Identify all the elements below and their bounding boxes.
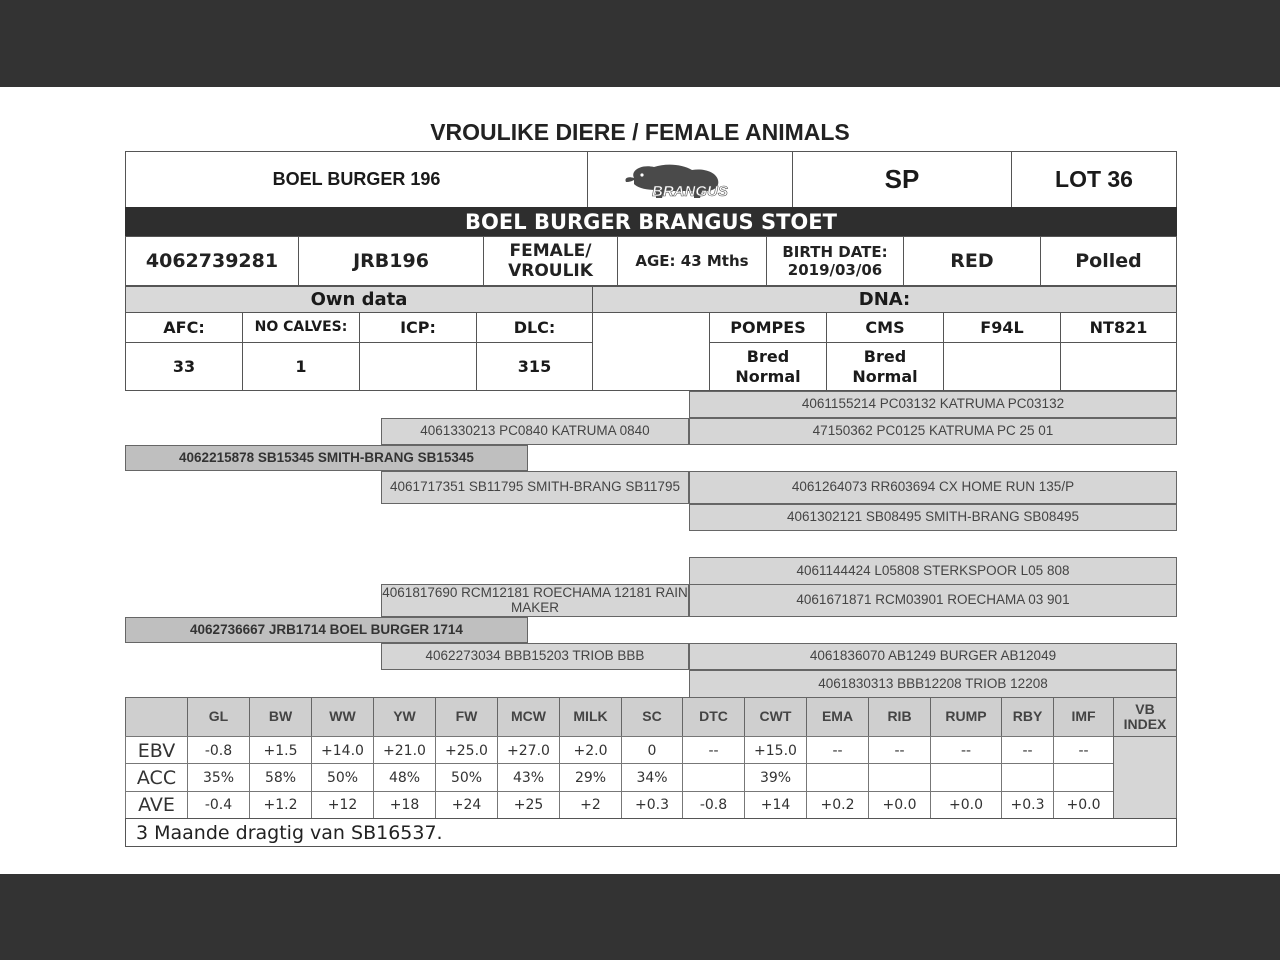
dna-header-f94l: F94L: [943, 312, 1061, 343]
pedigree-sire-sire: 4061330213 PC0840 KATRUMA 0840: [381, 418, 689, 445]
ebv-cell: +27.0: [497, 736, 560, 765]
logo-text: BRANGUS: [652, 182, 728, 200]
ebv-row-label-ebv: EBV: [125, 736, 188, 765]
ebv-cell: +14.0: [311, 736, 374, 765]
birth-date-cell: [766, 236, 904, 286]
ebv-cell: +1.2: [249, 791, 312, 819]
ebv-cell: +25: [497, 791, 560, 819]
ebv-cell: +0.3: [621, 791, 683, 819]
ebv-header-sc: SC: [621, 697, 683, 737]
ebv-cell: [806, 763, 869, 792]
top-dark-band: [0, 0, 1280, 87]
pedigree-sire: 4062215878 SB15345 SMITH-BRANG SB15345: [125, 445, 528, 471]
dna-value-f94l: [943, 342, 1061, 391]
ebv-cell: 50%: [435, 763, 498, 792]
ebv-cell: -0.8: [682, 791, 745, 819]
ebv-cell: +24: [435, 791, 498, 819]
pedigree-sire-sire-dam: 47150362 PC0125 KATRUMA PC 25 01: [689, 418, 1177, 445]
brangus-logo: [587, 151, 793, 208]
ebv-cell: 35%: [187, 763, 250, 792]
dna-value-line: Bred: [863, 347, 907, 367]
icp-value: [359, 342, 477, 391]
ebv-cell: --: [930, 736, 1002, 765]
dna-value-line: Normal: [852, 366, 918, 386]
ebv-cell: --: [1001, 736, 1054, 765]
dlc-header: DLC:: [476, 312, 593, 343]
pedigree-dam-sire-dam: 4061671871 RCM03901 ROECHAMA 03 901: [689, 584, 1177, 617]
ebv-header-ww: WW: [311, 697, 374, 737]
dlc-value: 315: [476, 342, 593, 391]
birth-date-value: 2019/03/06: [787, 261, 883, 279]
dna-blank-cell: [592, 312, 710, 391]
pedigree-dam: 4062736667 JRB1714 BOEL BURGER 1714: [125, 617, 528, 643]
ebv-cell: 39%: [744, 763, 807, 792]
horn-status-cell: Polled: [1040, 236, 1177, 286]
sex-line2: VROULIK: [508, 261, 593, 281]
dna-value-cms: [826, 342, 944, 391]
ebv-header-gl: GL: [187, 697, 250, 737]
ebv-header-milk: MILK: [559, 697, 622, 737]
no-calves-header: NO CALVES:: [242, 312, 360, 343]
pedigree-sire-dam-sire: 4061264073 RR603694 CX HOME RUN 135/P: [689, 471, 1177, 504]
lot-number: LOT 36: [1011, 151, 1177, 208]
dna-title: DNA:: [592, 286, 1177, 313]
ebv-cell: +21.0: [373, 736, 436, 765]
afc-value: 33: [125, 342, 243, 391]
icp-header: ICP:: [359, 312, 477, 343]
pedigree-dam-dam-sire: 4061836070 AB1249 BURGER AB12049: [689, 643, 1177, 670]
ebv-header-cwt: CWT: [744, 697, 807, 737]
ebv-cell: [1053, 763, 1114, 792]
ebv-header-ema: EMA: [806, 697, 869, 737]
ebv-cell: 29%: [559, 763, 622, 792]
no-calves-value: 1: [242, 342, 360, 391]
dna-value-line: Normal: [735, 366, 801, 386]
colour-cell: RED: [903, 236, 1041, 286]
ebv-cell: +0.0: [930, 791, 1002, 819]
ebv-cell: +2: [559, 791, 622, 819]
pedigree-dam-dam: 4062273034 BBB15203 TRIOB BBB: [381, 643, 689, 670]
page-title: VROULIKE DIERE / FEMALE ANIMALS: [430, 119, 850, 145]
ebv-cell: -0.4: [187, 791, 250, 819]
ebv-cell: +0.3: [1001, 791, 1054, 819]
ebv-cell: +0.2: [806, 791, 869, 819]
birth-date-label: BIRTH DATE:: [782, 243, 888, 261]
ebv-cell: +25.0: [435, 736, 498, 765]
age-cell: AGE: 43 Mths: [617, 236, 767, 286]
ebv-cell: --: [1053, 736, 1114, 765]
ebv-cell: 43%: [497, 763, 560, 792]
ebv-cell: +15.0: [744, 736, 807, 765]
vb-index-header-line2: INDEX: [1123, 716, 1167, 732]
own-data-title: Own data: [125, 286, 593, 313]
ebv-cell: 58%: [249, 763, 312, 792]
vb-index-header-line1: VB: [1135, 700, 1155, 717]
ebv-cell: 34%: [621, 763, 683, 792]
afc-header: AFC:: [125, 312, 243, 343]
ebv-cell: --: [806, 736, 869, 765]
ebv-cell: [682, 763, 745, 792]
dna-header-nt821: NT821: [1060, 312, 1177, 343]
vb-index-value: [1113, 736, 1177, 819]
sex-cell: [483, 236, 618, 286]
ebv-cell: +0.0: [868, 791, 931, 819]
ebv-cell: [930, 763, 1002, 792]
pedigree-dam-dam-dam: 4061830313 BBB12208 TRIOB 12208: [689, 670, 1177, 698]
dna-value-line: Bred: [746, 347, 790, 367]
animal-name: BOEL BURGER 196: [125, 151, 588, 208]
ebv-cell: 0: [621, 736, 683, 765]
pedigree-sire-sire-sire: 4061155214 PC03132 KATRUMA PC03132: [689, 391, 1177, 418]
ebv-header-fw: FW: [435, 697, 498, 737]
pedigree-sire-dam: 4061717351 SB11795 SMITH-BRANG SB11795: [381, 471, 689, 504]
ebv-header-imf: IMF: [1053, 697, 1114, 737]
ebv-header-yw: YW: [373, 697, 436, 737]
ebv-cell: 50%: [311, 763, 374, 792]
ebv-cell: +2.0: [559, 736, 622, 765]
ebv-cell: [868, 763, 931, 792]
registration-number: 4062739281: [125, 236, 299, 286]
ebv-cell: [1001, 763, 1054, 792]
ebv-cell: +18: [373, 791, 436, 819]
stud-name-bar: BOEL BURGER BRANGUS STOET: [125, 207, 1177, 236]
dna-header-cms: CMS: [826, 312, 944, 343]
tag-number: JRB196: [298, 236, 484, 286]
ebv-cell: +12: [311, 791, 374, 819]
ebv-header-mcw: MCW: [497, 697, 560, 737]
breeding-note: 3 Maande dragtig van SB16537.: [125, 818, 1177, 847]
ebv-row-label-ave: AVE: [125, 791, 188, 819]
ebv-header-rump: RUMP: [930, 697, 1002, 737]
pedigree-dam-sire: 4061817690 RCM12181 ROECHAMA 12181 RAIN MAKER: [381, 584, 689, 617]
sex-line1: FEMALE/: [509, 240, 592, 261]
ebv-cell: +0.0: [1053, 791, 1114, 819]
ebv-header-bw: BW: [249, 697, 312, 737]
ebv-cell: +14: [744, 791, 807, 819]
ebv-cell: +1.5: [249, 736, 312, 765]
code-cell: SP: [792, 151, 1012, 208]
ebv-corner-cell: [125, 697, 188, 737]
ebv-cell: 48%: [373, 763, 436, 792]
ebv-cell: --: [868, 736, 931, 765]
pedigree-sire-dam-dam: 4061302121 SB08495 SMITH-BRANG SB08495: [689, 504, 1177, 531]
ebv-row-label-acc: ACC: [125, 763, 188, 792]
dna-header-pompes: POMPES: [709, 312, 827, 343]
ebv-cell: --: [682, 736, 745, 765]
dna-value-nt821: [1060, 342, 1177, 391]
pedigree-dam-sire-sire: 4061144424 L05808 STERKSPOOR L05 808: [689, 557, 1177, 585]
ebv-header-rib: RIB: [868, 697, 931, 737]
vb-index-header: [1113, 697, 1177, 737]
bottom-dark-band: [0, 874, 1280, 960]
ebv-header-rby: RBY: [1001, 697, 1054, 737]
ebv-cell: -0.8: [187, 736, 250, 765]
bull-logo-icon: [620, 158, 760, 202]
ebv-header-dtc: DTC: [682, 697, 745, 737]
dna-value-pompes: [709, 342, 827, 391]
